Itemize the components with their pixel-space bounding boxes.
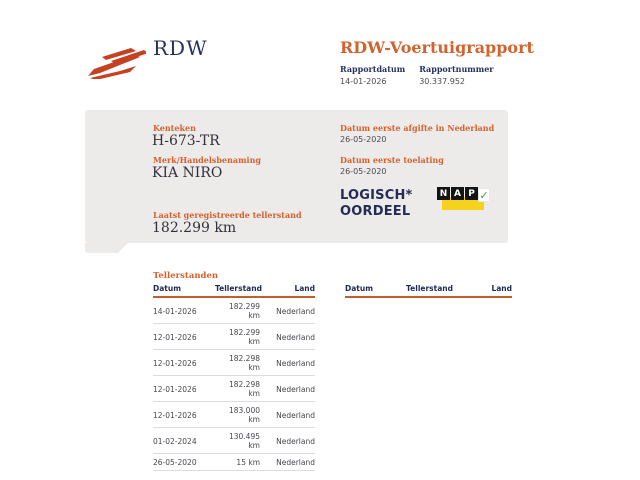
datum-cell: 26-05-2020 — [153, 454, 215, 471]
report-number-label: Rapportnummer — [419, 64, 494, 74]
land-cell: Nederland — [260, 297, 315, 324]
col-header-datum: Datum — [153, 284, 215, 297]
tellerstanden-table — [153, 284, 315, 471]
report-date-label: Rapportdatum — [340, 64, 406, 74]
nap-letters: N A P — [437, 187, 478, 200]
merk-value: KIA NIRO — [152, 165, 223, 181]
tellerstand-cell: 182.298 km — [215, 376, 260, 402]
tellerstand-label: Laatst geregistreerde tellerstand — [153, 210, 302, 220]
land-cell: Nederland — [260, 324, 315, 350]
report-meta — [340, 64, 494, 86]
tellerstand-cell: 130.495 km — [215, 428, 260, 454]
table-row — [153, 324, 315, 350]
tellerstanden-heading: Tellerstanden — [153, 271, 219, 281]
land-cell: Nederland — [260, 454, 315, 471]
datum-cell: 14-01-2026 — [153, 297, 215, 324]
report-number-value: 30.337.952 — [419, 77, 466, 86]
land-cell: Nederland — [260, 350, 315, 376]
merk-label: Merk/Handelsbenaming — [153, 155, 262, 165]
kenteken-label: Kenteken — [153, 123, 196, 133]
col-header-tellerstand: Tellerstand — [400, 284, 453, 297]
table-row — [153, 454, 315, 471]
report-date-value: 14-01-2026 — [340, 77, 387, 86]
col-header-datum: Datum — [345, 284, 400, 297]
datum-cell: 12-01-2026 — [153, 402, 215, 428]
tellerstanden-table-secondary — [345, 284, 512, 298]
tellerstand-cell: 15 km — [215, 454, 260, 471]
toelating-value: 26-05-2020 — [340, 167, 387, 176]
col-header-land: Land — [260, 284, 315, 297]
kenteken-value: H-673-TR — [152, 133, 220, 149]
table-row — [153, 402, 315, 428]
col-header-tellerstand: Tellerstand — [215, 284, 260, 297]
land-cell: Nederland — [260, 402, 315, 428]
tellerstand-cell: 182.299 km — [215, 297, 260, 324]
vehicle-summary-panel — [85, 110, 508, 243]
tellerstand-cell: 183.000 km — [215, 402, 260, 428]
land-cell: Nederland — [260, 376, 315, 402]
datum-cell: 12-01-2026 — [153, 324, 215, 350]
afgifte-label: Datum eerste afgifte in Nederland — [340, 123, 495, 133]
rdw-logo-icon — [86, 41, 146, 79]
tellerstand-cell: 182.298 km — [215, 350, 260, 376]
nap-logo — [437, 187, 490, 213]
tellerstand-cell: 182.299 km — [215, 324, 260, 350]
table-row — [153, 428, 315, 454]
toelating-label: Datum eerste toelating — [340, 155, 444, 165]
page-title: RDW-Voertuigrapport — [340, 38, 534, 57]
table-row — [153, 350, 315, 376]
logisch-oordeel-text: LOGISCH* OORDEEL — [340, 188, 413, 219]
col-header-land: Land — [453, 284, 512, 297]
tellerstand-value: 182.299 km — [152, 220, 237, 236]
datum-cell: 01-02-2024 — [153, 428, 215, 454]
datum-cell: 12-01-2026 — [153, 350, 215, 376]
rdw-logo-text: RDW — [153, 36, 208, 60]
datum-cell: 12-01-2026 — [153, 376, 215, 402]
table-row — [153, 376, 315, 402]
afgifte-value: 26-05-2020 — [340, 135, 387, 144]
nap-checkmark-icon: ✓ — [479, 188, 489, 202]
land-cell: Nederland — [260, 428, 315, 454]
table-row — [153, 297, 315, 324]
